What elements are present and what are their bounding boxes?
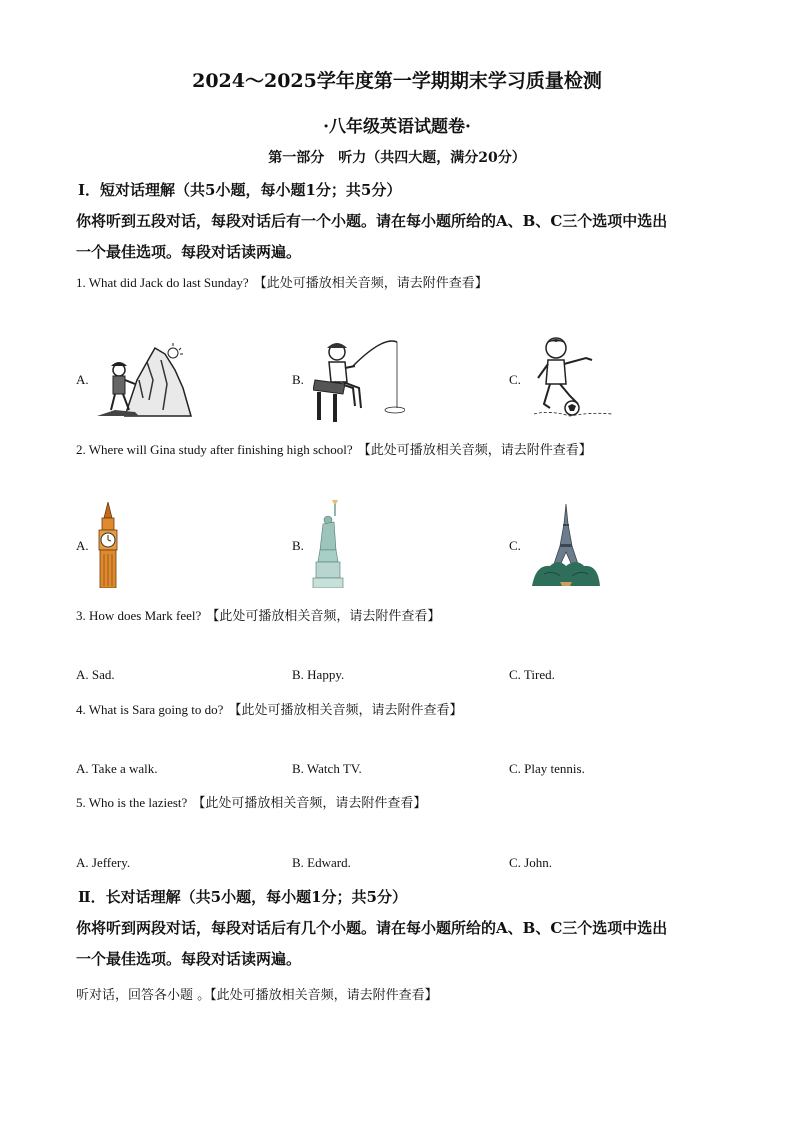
fishing-icon (313, 336, 405, 424)
q5-option-b[interactable]: B. Edward. (292, 855, 351, 870)
question-3 (76, 605, 440, 624)
big-ben-icon (96, 502, 120, 588)
q5-option-c[interactable]: C. John. (509, 855, 552, 870)
audio-note[interactable]: 【此处可播放相关音频，请去附件查看】 (192, 796, 427, 811)
part-heading: 第一部分 听力（共四大题，满分20分） (268, 150, 526, 166)
q4-option-b[interactable]: B. Watch TV. (292, 761, 362, 776)
question-2-text: 2. Where will Gina study after finishing high school? (76, 442, 353, 457)
q2-option-b-label[interactable]: B. (292, 538, 304, 553)
playing-soccer-icon (530, 334, 616, 420)
q2-option-a-label[interactable]: A. (76, 538, 89, 553)
section2-instruction-line1: 你将听到两段对话，每段对话后有几个小题。请在每小题所给的A、B、C三个选项中选出 (76, 919, 668, 937)
q1-option-b-label[interactable]: B. (292, 372, 304, 387)
section1-instruction-line2: 一个最佳选项。每段对话读两遍。 (76, 243, 302, 261)
audio-note[interactable]: 【此处可播放相关音频，请去附件查看】 (228, 703, 463, 718)
mountain-climbing-icon (95, 340, 193, 418)
q3-option-a[interactable]: A. Sad. (76, 667, 115, 682)
section2-heading: Ⅱ．长对话理解（共5小题，每小题1分；共5分） (78, 888, 407, 906)
audio-note[interactable]: 【此处可播放相关音频，请去附件查看】 (253, 276, 488, 291)
question-4-text: 4. What is Sara going to do? (76, 702, 224, 717)
question-1-text: 1. What did Jack do last Sunday? (76, 275, 249, 290)
section1-instruction-line1: 你将听到五段对话，每段对话后有一个小题。请在每小题所给的A、B、C三个选项中选出 (76, 212, 668, 230)
q1-option-a-label[interactable]: A. (76, 372, 89, 387)
eiffel-tower-icon (530, 504, 602, 586)
section2-instruction-line2: 一个最佳选项。每段对话读两遍。 (76, 950, 302, 968)
audio-note[interactable]: 【此处可播放相关音频，请去附件查看】 (357, 443, 592, 458)
page-title: 2024～2025学年度第一学期期末学习质量检测 (192, 70, 602, 92)
question-5 (76, 792, 426, 811)
q5-option-a[interactable]: A. Jeffery. (76, 855, 131, 870)
q3-option-c[interactable]: C. Tired. (509, 667, 555, 682)
statue-of-liberty-icon (312, 500, 348, 588)
question-2 (76, 439, 592, 458)
q1-option-c-label[interactable]: C. (509, 372, 521, 387)
question-4 (76, 699, 463, 718)
q4-option-a[interactable]: A. Take a walk. (76, 761, 158, 776)
audio-note[interactable]: 【此处可播放相关音频，请去附件查看】 (210, 988, 438, 1003)
audio-note[interactable]: 【此处可播放相关音频，请去附件查看】 (206, 609, 441, 624)
question-3-text: 3. How does Mark feel? (76, 608, 202, 623)
section1-heading: Ⅰ．短对话理解（共5小题，每小题1分；共5分） (78, 181, 402, 199)
q3-option-b[interactable]: B. Happy. (292, 667, 345, 682)
q4-option-c[interactable]: C. Play tennis. (509, 761, 585, 776)
listen-instruction (76, 984, 438, 1003)
page-subtitle: ·八年级英语试题卷· (323, 117, 471, 137)
listen-text: 听对话，回答各小题 。 (76, 988, 211, 1003)
q2-option-c-label[interactable]: C. (509, 538, 521, 553)
question-1 (76, 272, 488, 291)
question-5-text: 5. Who is the laziest? (76, 795, 188, 810)
